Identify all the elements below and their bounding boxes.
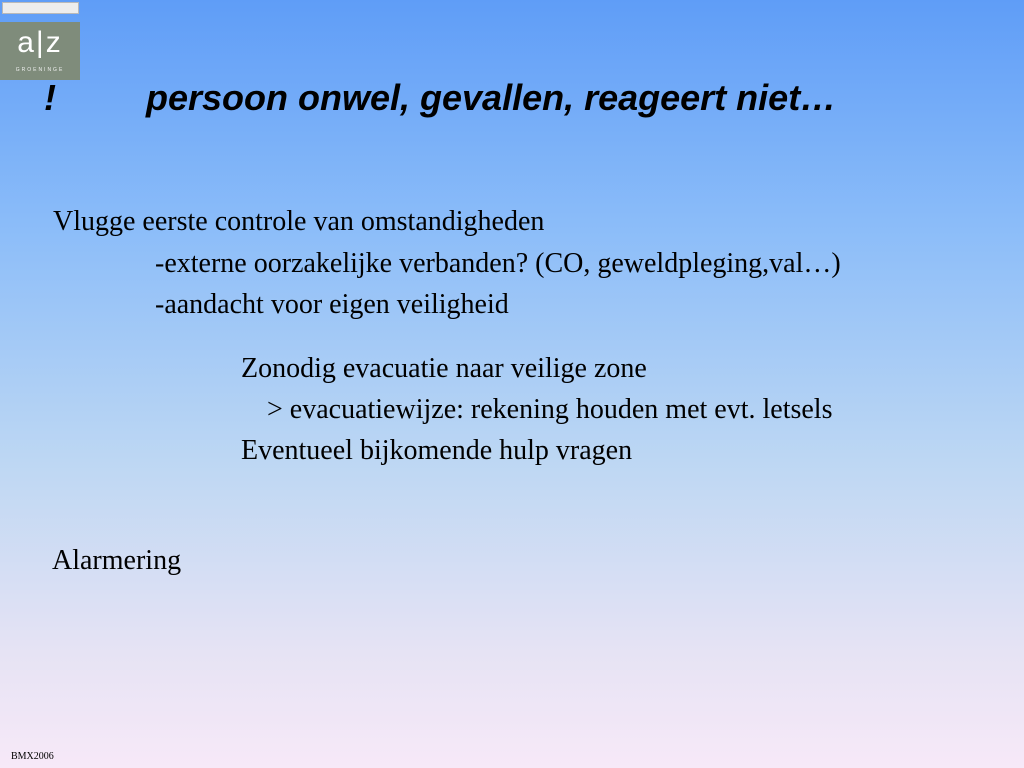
text-line-4: Zonodig evacuatie naar veilige zone bbox=[241, 353, 647, 384]
title-exclamation: ! bbox=[44, 77, 56, 118]
logo-subtext: GROENINGE bbox=[15, 67, 65, 73]
text-line-2: -externe oorzakelijke verbanden? (CO, geweldpleging,val…) bbox=[155, 248, 841, 279]
text-line-5: > evacuatiewijze: rekening houden met evt. letsels bbox=[267, 394, 833, 425]
text-line-3: -aandacht voor eigen veiligheid bbox=[155, 289, 509, 320]
logo-text: a|z bbox=[17, 26, 63, 59]
text-line-1: Vlugge eerste controle van omstandigheden bbox=[53, 206, 545, 237]
slide-title: persoon onwel, gevallen, reageert niet… bbox=[146, 77, 837, 118]
text-line-7: Alarmering bbox=[52, 545, 182, 576]
footer-label: BMX2006 bbox=[11, 751, 54, 762]
text-line-6: Eventueel bijkomende hulp vragen bbox=[241, 435, 633, 466]
logo-bar bbox=[2, 2, 79, 14]
az-groeninge-logo bbox=[0, 22, 80, 80]
